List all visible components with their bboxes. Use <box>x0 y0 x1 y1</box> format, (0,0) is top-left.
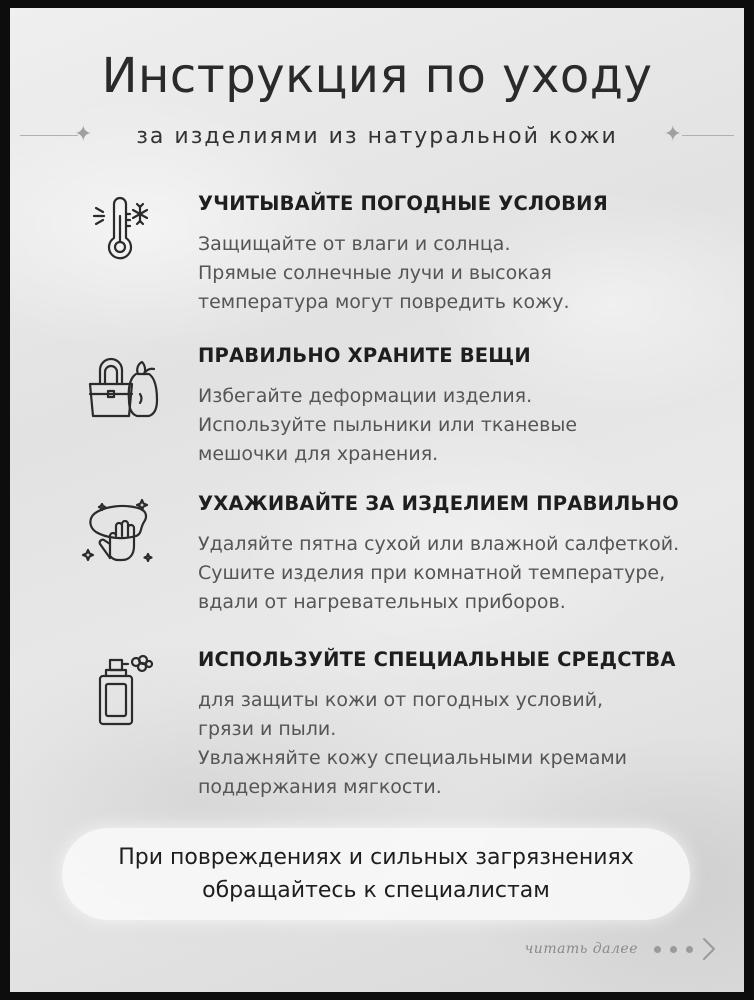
section-text-line: Используйте пыльники или тканевые <box>198 414 578 436</box>
section-text-line: Удаляйте пятна сухой или влажной салфеткой. <box>198 533 680 555</box>
subtitle-divider-right <box>682 135 734 136</box>
section-text-line: поддержания мягкости. <box>198 776 442 798</box>
section-text <box>198 382 577 469</box>
section-heading: ПРАВИЛЬНО ХРАНИТЕ ВЕЩИ <box>198 344 531 367</box>
care-instructions-card <box>10 8 744 992</box>
bag-and-dust-bag-icon <box>80 344 160 424</box>
section-text-line: Увлажняйте кожу специальными кремами <box>198 747 628 769</box>
section-text <box>198 530 679 617</box>
subtitle-row <box>10 118 744 154</box>
specialist-callout <box>62 828 690 920</box>
spray-bottle-icon <box>80 648 160 728</box>
read-more-label: читать далее <box>524 941 638 957</box>
sparkle-icon: ✦ <box>74 122 93 147</box>
section-text-line: Защищайте от влаги и солнца. <box>198 233 511 255</box>
section-text-line: мешочки для хранения. <box>198 443 439 465</box>
section-text <box>198 230 570 317</box>
section-text-line: Сушите изделия при комнатной температуре, <box>198 562 666 584</box>
sparkle-icon: ✦ <box>663 122 682 147</box>
section-heading: УЧИТЫВАЙТЕ ПОГОДНЫЕ УСЛОВИЯ <box>198 192 608 215</box>
dot-icon <box>654 946 661 953</box>
page-title: Инструкция по уходу <box>101 48 653 104</box>
callout-line: обращайтесь к специалистам <box>202 878 550 903</box>
section-text-line: грязи и пыли. <box>198 718 337 740</box>
section-heading: УХАЖИВАЙТЕ ЗА ИЗДЕЛИЕМ ПРАВИЛЬНО <box>198 492 679 515</box>
section-text-line: вдали от нагревательных приборов. <box>198 591 566 613</box>
section-text-line: температура могут повредить кожу. <box>198 291 570 313</box>
page-subtitle: за изделиями из натуральной кожи <box>136 124 618 149</box>
read-more-link[interactable] <box>525 936 716 962</box>
thermometer-snowflake-icon <box>80 192 160 272</box>
dot-icon <box>686 946 693 953</box>
hand-wiping-cloth-icon <box>80 492 160 572</box>
dot-icon <box>670 946 677 953</box>
callout-line: При повреждениях и сильных загрязнениях <box>118 845 634 870</box>
section-text-line: для защиты кожи от погодных условий, <box>198 689 604 711</box>
chevron-right-icon <box>702 937 716 961</box>
section-heading: ИСПОЛЬЗУЙТЕ СПЕЦИАЛЬНЫЕ СРЕДСТВА <box>198 648 676 671</box>
section-text-line: Избегайте деформации изделия. <box>198 385 533 407</box>
section-text <box>198 686 627 802</box>
section-text-line: Прямые солнечные лучи и высокая <box>198 262 552 284</box>
